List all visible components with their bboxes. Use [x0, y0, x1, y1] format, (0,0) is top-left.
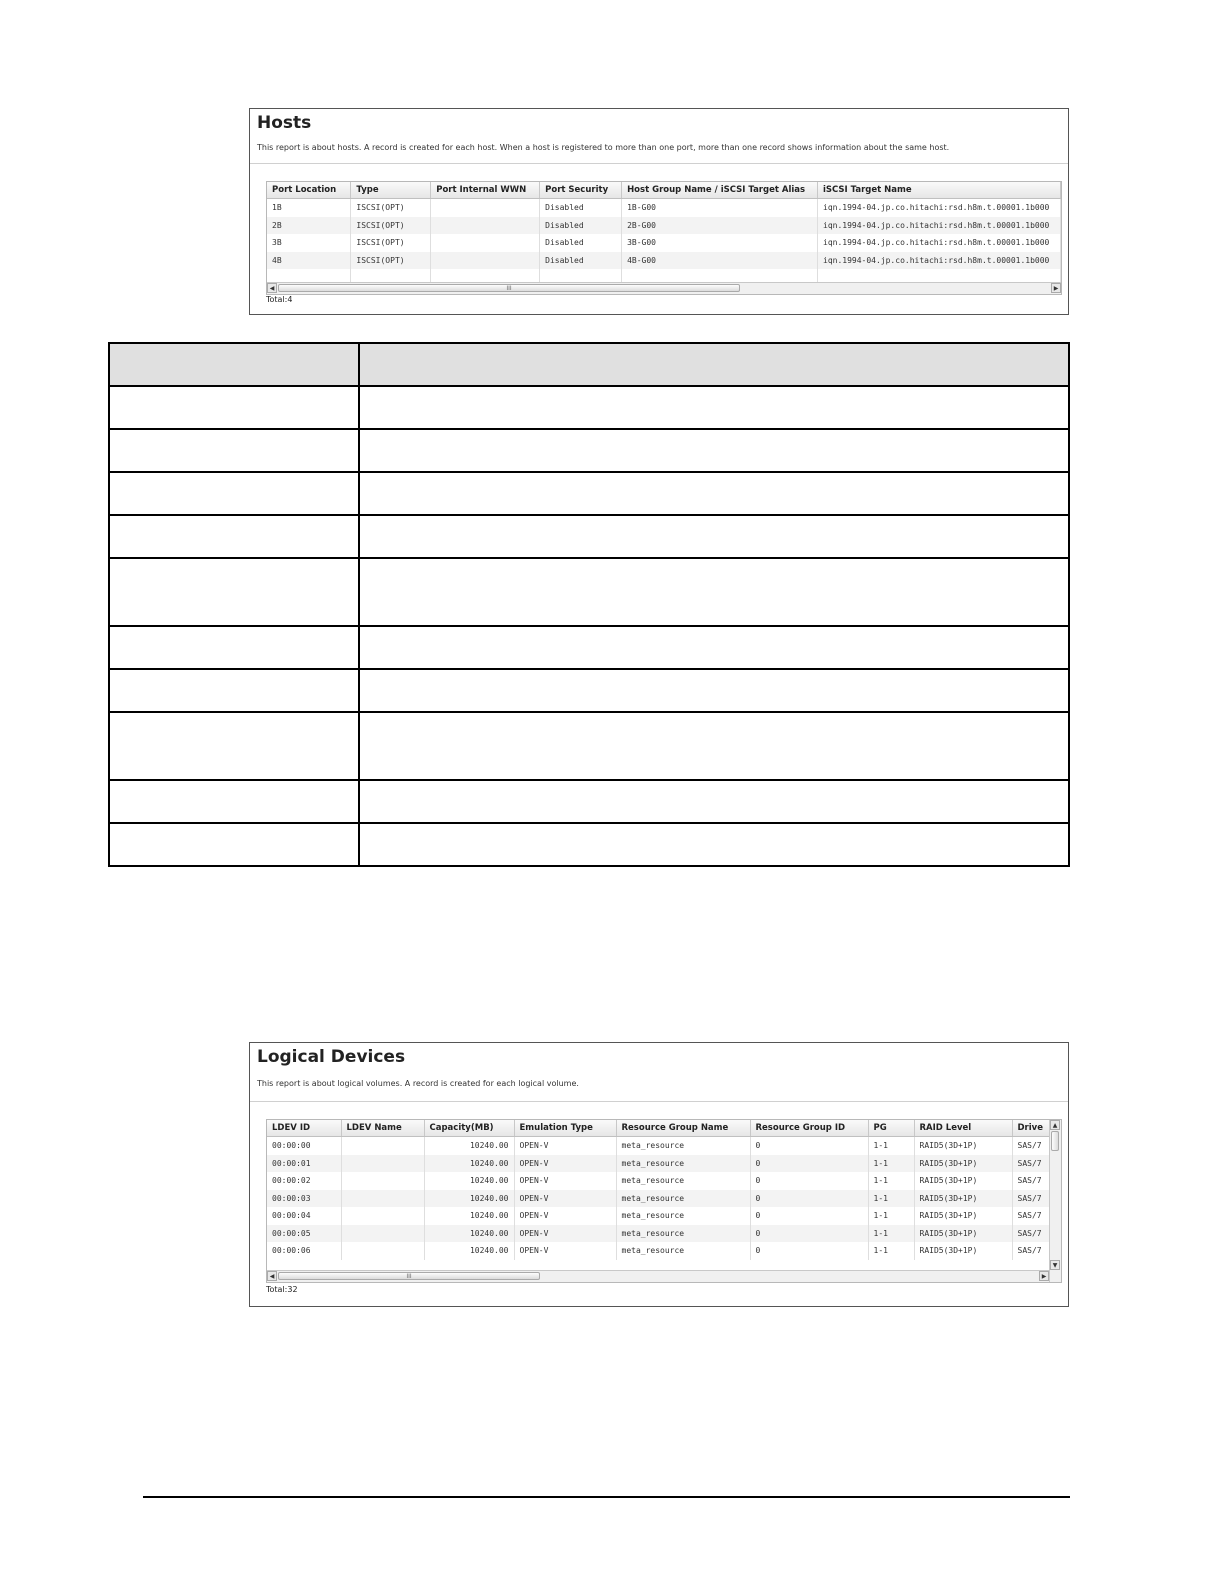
cell-port-security: Disabled [540, 234, 622, 252]
cell-resource-group-name: meta_resource [616, 1242, 750, 1260]
cell-emulation-type: OPEN-V [514, 1190, 616, 1208]
cell-drive: SAS/7 [1012, 1172, 1049, 1190]
cell-drive: SAS/7 [1012, 1225, 1049, 1243]
cell-ldev-id: 00:00:05 [267, 1225, 341, 1243]
table-row [109, 429, 1069, 472]
cell-port-security: Disabled [540, 217, 622, 235]
table-row [109, 712, 1069, 780]
scroll-down-icon[interactable]: ▼ [1050, 1260, 1060, 1270]
cell-host-group-name: 3B-G00 [622, 234, 818, 252]
cell-capacity: 10240.00 [424, 1242, 514, 1260]
cell-ldev-id: 00:00:06 [267, 1242, 341, 1260]
cell-port-internal-wwn [431, 217, 540, 235]
ldev-total: Total:32 [266, 1285, 298, 1294]
cell-raid-level: RAID5(3D+1P) [914, 1155, 1012, 1173]
cell-capacity: 10240.00 [424, 1190, 514, 1208]
cell-resource-group-id: 0 [750, 1242, 868, 1260]
scroll-right-icon[interactable]: ▶ [1039, 1271, 1049, 1281]
divider [250, 1101, 1068, 1102]
hosts-col-port-internal-wwn[interactable]: Port Internal WWN [431, 182, 540, 199]
scroll-thumb[interactable]: III [278, 284, 740, 292]
table-row [109, 669, 1069, 712]
scroll-up-icon[interactable]: ▲ [1050, 1120, 1060, 1130]
cell-type: ISCSI(OPT) [351, 252, 431, 270]
cell-pg: 1-1 [868, 1137, 914, 1155]
cell-raid-level: RAID5(3D+1P) [914, 1172, 1012, 1190]
cell-emulation-type: OPEN-V [514, 1172, 616, 1190]
cell-resource-group-id: 0 [750, 1172, 868, 1190]
table-row[interactable] [267, 199, 1061, 217]
cell-pg: 1-1 [868, 1207, 914, 1225]
hosts-description: This report is about hosts. A record is created for each host. When a host is registered to more than one port, more than one record shows information about the same host. [257, 143, 950, 152]
cell-resource-group-name: meta_resource [616, 1207, 750, 1225]
cell-ldev-name [341, 1155, 424, 1173]
hosts-horizontal-scrollbar[interactable] [267, 282, 1061, 294]
cell-drive: SAS/7 [1012, 1137, 1049, 1155]
cell-raid-level: RAID5(3D+1P) [914, 1190, 1012, 1208]
divider [250, 163, 1068, 164]
cell-emulation-type: OPEN-V [514, 1207, 616, 1225]
hosts-col-host-group-name[interactable]: Host Group Name / iSCSI Target Alias [622, 182, 818, 199]
cell-host-group-name: 2B-G00 [622, 217, 818, 235]
cell-emulation-type: OPEN-V [514, 1225, 616, 1243]
table-row[interactable] [267, 234, 1061, 252]
cell-ldev-name [341, 1207, 424, 1225]
hosts-col-iscsi-target-name[interactable]: iSCSI Target Name [818, 182, 1061, 199]
ldev-col-resource-group-id[interactable]: Resource Group ID [750, 1120, 868, 1137]
table-row[interactable] [267, 252, 1061, 270]
ldev-header-row [267, 1120, 1049, 1137]
cell-resource-group-name: meta_resource [616, 1225, 750, 1243]
ldev-vertical-scrollbar[interactable] [1049, 1120, 1061, 1282]
cell-drive: SAS/7 [1012, 1207, 1049, 1225]
ldev-table [267, 1120, 1050, 1260]
cell-ldev-id: 00:00:03 [267, 1190, 341, 1208]
cell-ldev-name [341, 1242, 424, 1260]
ldev-grid [266, 1119, 1062, 1283]
cell-ldev-name [341, 1172, 424, 1190]
ldev-col-drive[interactable]: Drive [1012, 1120, 1049, 1137]
cell-resource-group-id: 0 [750, 1190, 868, 1208]
cell-raid-level: RAID5(3D+1P) [914, 1225, 1012, 1243]
table-row[interactable] [267, 1172, 1049, 1190]
hosts-report-panel [249, 108, 1069, 315]
cell-raid-level: RAID5(3D+1P) [914, 1242, 1012, 1260]
cell-port-location: 2B [267, 217, 351, 235]
ldev-col-ldev-id[interactable]: LDEV ID [267, 1120, 341, 1137]
table-row [109, 780, 1069, 823]
table-row[interactable] [267, 1137, 1049, 1155]
ldev-title: Logical Devices [257, 1047, 406, 1067]
hosts-total: Total:4 [266, 295, 293, 304]
table-row[interactable] [267, 1155, 1049, 1173]
cell-type: ISCSI(OPT) [351, 199, 431, 217]
cell-ldev-name [341, 1190, 424, 1208]
cell-iscsi-target-name: iqn.1994-04.jp.co.hitachi:rsd.h8m.t.00001.1b000 [818, 252, 1061, 270]
cell-port-internal-wwn [431, 234, 540, 252]
cell-drive: SAS/7 [1012, 1155, 1049, 1173]
cell-capacity: 10240.00 [424, 1155, 514, 1173]
scroll-right-icon[interactable]: ▶ [1051, 283, 1061, 293]
cell-pg: 1-1 [868, 1155, 914, 1173]
ldev-col-pg[interactable]: PG [868, 1120, 914, 1137]
cell-port-security: Disabled [540, 252, 622, 270]
cell-resource-group-name: meta_resource [616, 1172, 750, 1190]
table-row [109, 558, 1069, 626]
ldev-col-resource-group-name[interactable]: Resource Group Name [616, 1120, 750, 1137]
cell-emulation-type: OPEN-V [514, 1137, 616, 1155]
cell-ldev-id: 00:00:02 [267, 1172, 341, 1190]
cell-emulation-type: OPEN-V [514, 1242, 616, 1260]
cell-ldev-id: 00:00:04 [267, 1207, 341, 1225]
cell-iscsi-target-name: iqn.1994-04.jp.co.hitachi:rsd.h8m.t.00001.1b000 [818, 217, 1061, 235]
table-row [109, 626, 1069, 669]
table-row [109, 515, 1069, 558]
cell-resource-group-name: meta_resource [616, 1137, 750, 1155]
cell-pg: 1-1 [868, 1172, 914, 1190]
table-row [109, 472, 1069, 515]
cell-iscsi-target-name: iqn.1994-04.jp.co.hitachi:rsd.h8m.t.00001.1b000 [818, 199, 1061, 217]
ldev-col-ldev-name[interactable]: LDEV Name [341, 1120, 424, 1137]
table-row [109, 386, 1069, 429]
hosts-header-row [267, 182, 1061, 199]
cell-drive: SAS/7 [1012, 1190, 1049, 1208]
hosts-title: Hosts [257, 113, 312, 133]
cell-capacity: 10240.00 [424, 1137, 514, 1155]
cell-ldev-id: 00:00:01 [267, 1155, 341, 1173]
cell-capacity: 10240.00 [424, 1172, 514, 1190]
cell-host-group-name: 1B-G00 [622, 199, 818, 217]
cell-type: ISCSI(OPT) [351, 217, 431, 235]
cell-port-internal-wwn [431, 199, 540, 217]
logical-devices-report-panel [249, 1042, 1069, 1307]
hosts-col-type[interactable]: Type [351, 182, 431, 199]
footer-rule [143, 1496, 1070, 1498]
table-row [109, 823, 1069, 866]
cell-pg: 1-1 [868, 1190, 914, 1208]
table-row[interactable] [267, 1190, 1049, 1208]
cell-port-location: 4B [267, 252, 351, 270]
ldev-col-emulation-type[interactable]: Emulation Type [514, 1120, 616, 1137]
cell-port-location: 3B [267, 234, 351, 252]
description-table-header [109, 343, 1069, 386]
cell-capacity: 10240.00 [424, 1225, 514, 1243]
cell-pg: 1-1 [868, 1242, 914, 1260]
cell-resource-group-id: 0 [750, 1137, 868, 1155]
cell-port-location: 1B [267, 199, 351, 217]
cell-resource-group-id: 0 [750, 1225, 868, 1243]
table-row[interactable] [267, 1225, 1049, 1243]
cell-host-group-name: 4B-G00 [622, 252, 818, 270]
cell-resource-group-name: meta_resource [616, 1190, 750, 1208]
cell-emulation-type: OPEN-V [514, 1155, 616, 1173]
ldev-col-capacity[interactable]: Capacity(MB) [424, 1120, 514, 1137]
hosts-grid [266, 181, 1062, 295]
cell-drive: SAS/7 [1012, 1242, 1049, 1260]
cell-ldev-name [341, 1137, 424, 1155]
cell-type: ISCSI(OPT) [351, 234, 431, 252]
table-row[interactable] [267, 1242, 1049, 1260]
ldev-col-raid-level[interactable]: RAID Level [914, 1120, 1012, 1137]
ldev-horizontal-scrollbar[interactable] [267, 1270, 1049, 1282]
table-row[interactable] [267, 1207, 1049, 1225]
table-row[interactable] [267, 217, 1061, 235]
cell-ldev-id: 00:00:00 [267, 1137, 341, 1155]
description-table [108, 342, 1070, 867]
hosts-col-port-security[interactable]: Port Security [540, 182, 622, 199]
ldev-description: This report is about logical volumes. A record is created for each logical volume. [257, 1079, 579, 1088]
cell-resource-group-id: 0 [750, 1155, 868, 1173]
cell-raid-level: RAID5(3D+1P) [914, 1137, 1012, 1155]
cell-resource-group-name: meta_resource [616, 1155, 750, 1173]
cell-iscsi-target-name: iqn.1994-04.jp.co.hitachi:rsd.h8m.t.00001.1b000 [818, 234, 1061, 252]
cell-ldev-name [341, 1225, 424, 1243]
cell-capacity: 10240.00 [424, 1207, 514, 1225]
cell-raid-level: RAID5(3D+1P) [914, 1207, 1012, 1225]
cell-port-security: Disabled [540, 199, 622, 217]
scroll-left-icon[interactable]: ◀ [267, 283, 277, 293]
scroll-thumb[interactable] [1051, 1131, 1059, 1151]
cell-pg: 1-1 [868, 1225, 914, 1243]
cell-port-internal-wwn [431, 252, 540, 270]
cell-resource-group-id: 0 [750, 1207, 868, 1225]
hosts-col-port-location[interactable]: Port Location [267, 182, 351, 199]
scroll-left-icon[interactable]: ◀ [267, 1271, 277, 1281]
hosts-table [267, 182, 1061, 287]
scroll-thumb[interactable]: III [278, 1272, 540, 1280]
